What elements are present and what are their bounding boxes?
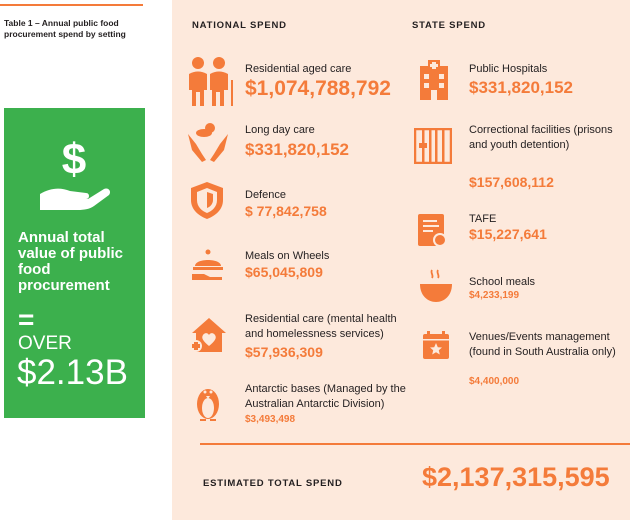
- summary-box: [4, 108, 145, 418]
- state-item-label: Venues/Events management (found in South Australia only): [469, 331, 616, 358]
- state-item-label: Correctional facilities (prisons and youth detention): [469, 124, 613, 151]
- calendar-star-icon: [422, 330, 450, 360]
- summary-amount: $2.13B: [17, 353, 128, 392]
- state-item-label: Public Hospitals: [469, 63, 548, 75]
- prison-bars-icon: [414, 128, 452, 164]
- bowl-icon: [418, 266, 454, 306]
- national-item-value: $57,936,309: [245, 344, 323, 360]
- svg-text:$: $: [61, 135, 87, 184]
- penguin-icon: [194, 382, 222, 422]
- equals-sign: =: [18, 304, 35, 335]
- national-item-label: Long day care: [245, 124, 315, 136]
- shield-icon: [188, 180, 226, 220]
- national-item-label: Defence: [245, 189, 286, 201]
- hands-baby-icon: [186, 120, 230, 164]
- state-item-label: TAFE: [469, 213, 497, 225]
- hand-dollar-icon: [36, 132, 114, 212]
- state-item-value: $157,608,112: [469, 174, 554, 190]
- state-item-label: School meals: [469, 276, 536, 288]
- national-heading: NATIONAL SPEND: [192, 20, 287, 31]
- elderly-couple-icon: [182, 56, 236, 106]
- certificate-icon: [416, 212, 450, 250]
- national-item-label: Antarctic bases (Managed by the Australian Antarctic Division): [245, 383, 406, 410]
- total-divider: [200, 443, 630, 445]
- state-item-value: $331,820,152: [469, 78, 573, 97]
- caption-rule: [0, 4, 143, 6]
- over-label: OVER: [18, 333, 72, 354]
- total-label: ESTIMATED TOTAL SPEND: [203, 478, 343, 489]
- national-item-label: Residential aged care: [245, 63, 352, 75]
- house-heart-icon: [190, 316, 228, 354]
- total-value: $2,137,315,595: [422, 462, 610, 492]
- state-item-value: $4,400,000: [469, 376, 520, 387]
- national-item-value: $3,493,498: [245, 414, 296, 425]
- national-item-value: $65,045,809: [245, 264, 323, 280]
- state-heading: STATE SPEND: [412, 20, 486, 31]
- national-item-value: $1,074,788,792: [245, 77, 391, 100]
- national-item-label: Meals on Wheels: [245, 250, 330, 262]
- spend-panel: [172, 0, 630, 520]
- serving-cloche-icon: [190, 246, 226, 282]
- national-item-value: $ 77,842,758: [245, 203, 327, 219]
- table-caption: Table 1 – Annual public food procurement spend by setting: [4, 18, 126, 39]
- annual-total-label: Annual total value of public food procurement: [18, 229, 124, 294]
- hospital-icon: [414, 58, 454, 100]
- state-item-value: $4,233,199: [469, 290, 520, 301]
- national-item-label: Residential care (mental health and homelessness services): [245, 313, 397, 340]
- national-item-value: $331,820,152: [245, 140, 349, 159]
- state-item-value: $15,227,641: [469, 226, 547, 242]
